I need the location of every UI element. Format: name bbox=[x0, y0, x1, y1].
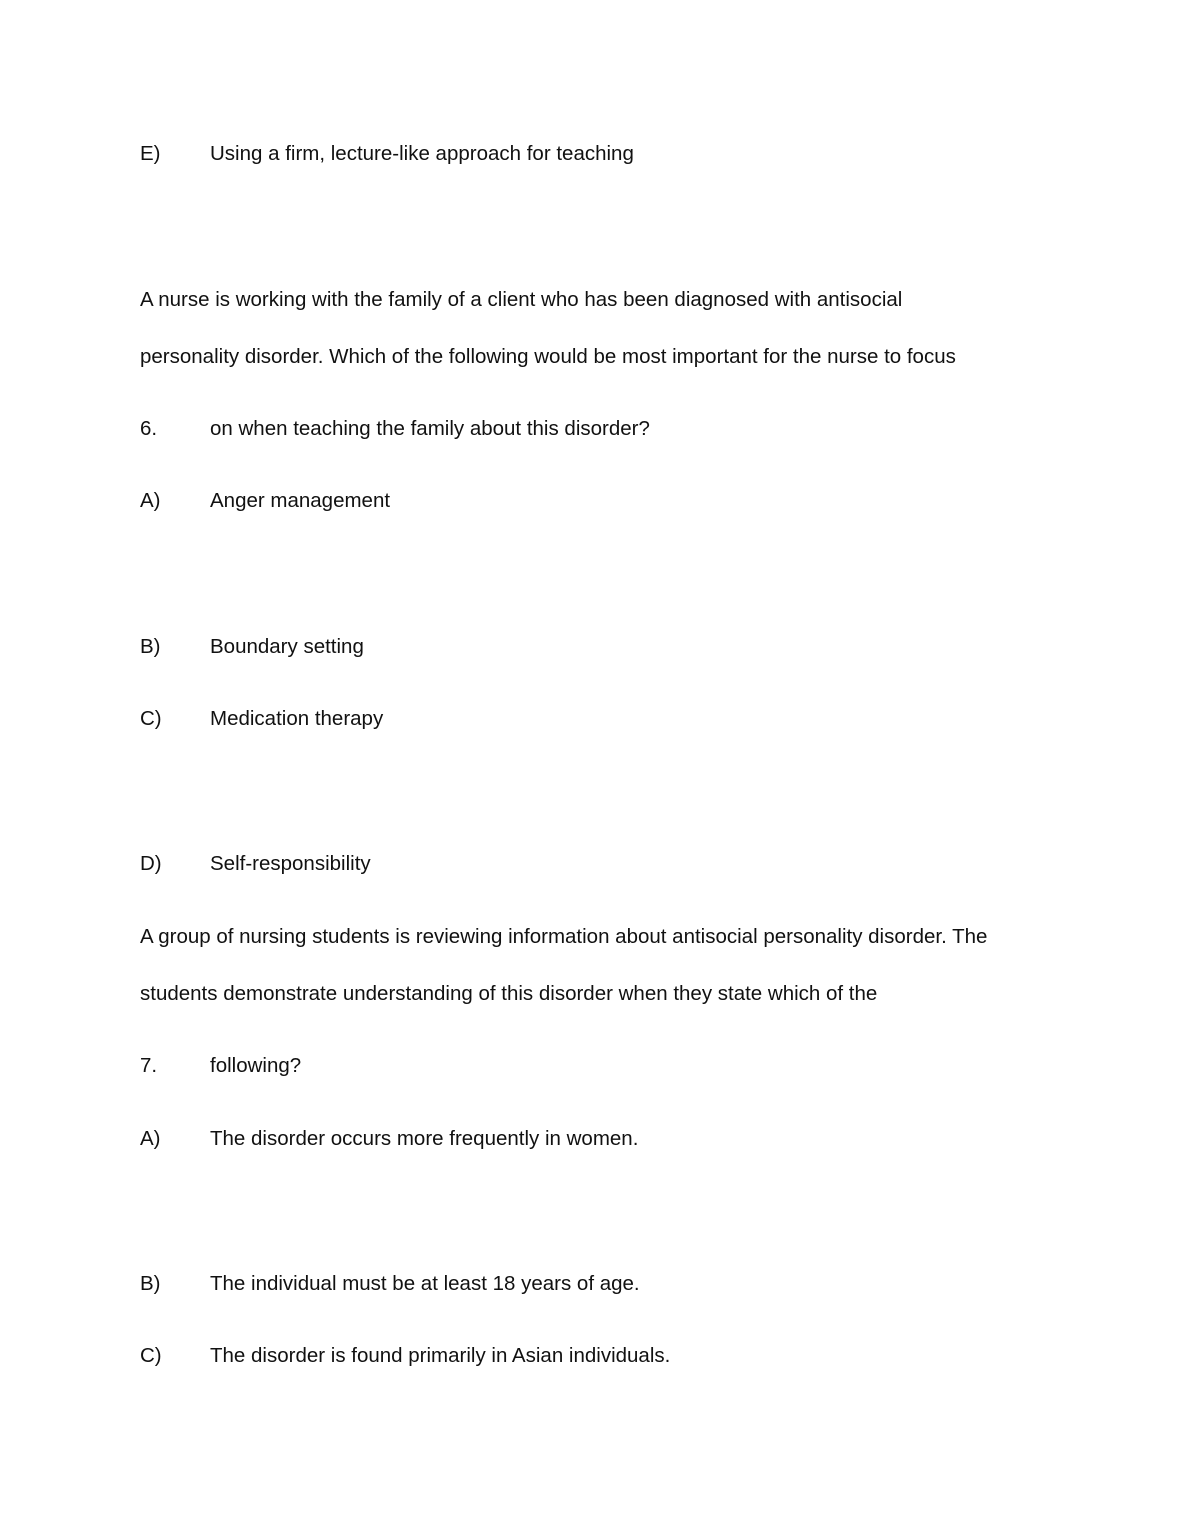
option-text: The disorder is found primarily in Asian individuals. bbox=[210, 1344, 671, 1367]
option-label: A) bbox=[140, 489, 161, 512]
option-text: Self-responsibility bbox=[210, 852, 371, 875]
question-number: 6. bbox=[140, 417, 158, 440]
question-stem-line: following? bbox=[210, 1054, 302, 1077]
option-text: Anger management bbox=[210, 489, 391, 512]
option-label: B) bbox=[140, 635, 161, 658]
option-label: C) bbox=[140, 1344, 162, 1367]
option-text: The individual must be at least 18 years of age. bbox=[210, 1272, 640, 1295]
option-text: Using a firm, lecture-like approach for teaching bbox=[210, 142, 634, 165]
option-label: E) bbox=[140, 142, 161, 165]
option-label: B) bbox=[140, 1272, 161, 1295]
question-stem-line: A nurse is working with the family of a client who has been diagnosed with antisocial bbox=[140, 288, 903, 311]
option-text: Medication therapy bbox=[210, 707, 384, 730]
option-label: D) bbox=[140, 852, 162, 875]
question-stem-line: A group of nursing students is reviewing information about antisocial personality disorder. The bbox=[140, 925, 988, 948]
question-stem-line: students demonstrate understanding of this disorder when they state which of the bbox=[140, 982, 878, 1005]
question-number: 7. bbox=[140, 1054, 158, 1077]
option-text: The disorder occurs more frequently in women. bbox=[210, 1127, 639, 1150]
option-text: Boundary setting bbox=[210, 635, 364, 658]
option-label: A) bbox=[140, 1127, 161, 1150]
option-label: C) bbox=[140, 707, 162, 730]
question-stem-line: personality disorder. Which of the following would be most important for the nurse to focus bbox=[140, 345, 956, 368]
question-stem-line: on when teaching the family about this disorder? bbox=[210, 417, 650, 440]
